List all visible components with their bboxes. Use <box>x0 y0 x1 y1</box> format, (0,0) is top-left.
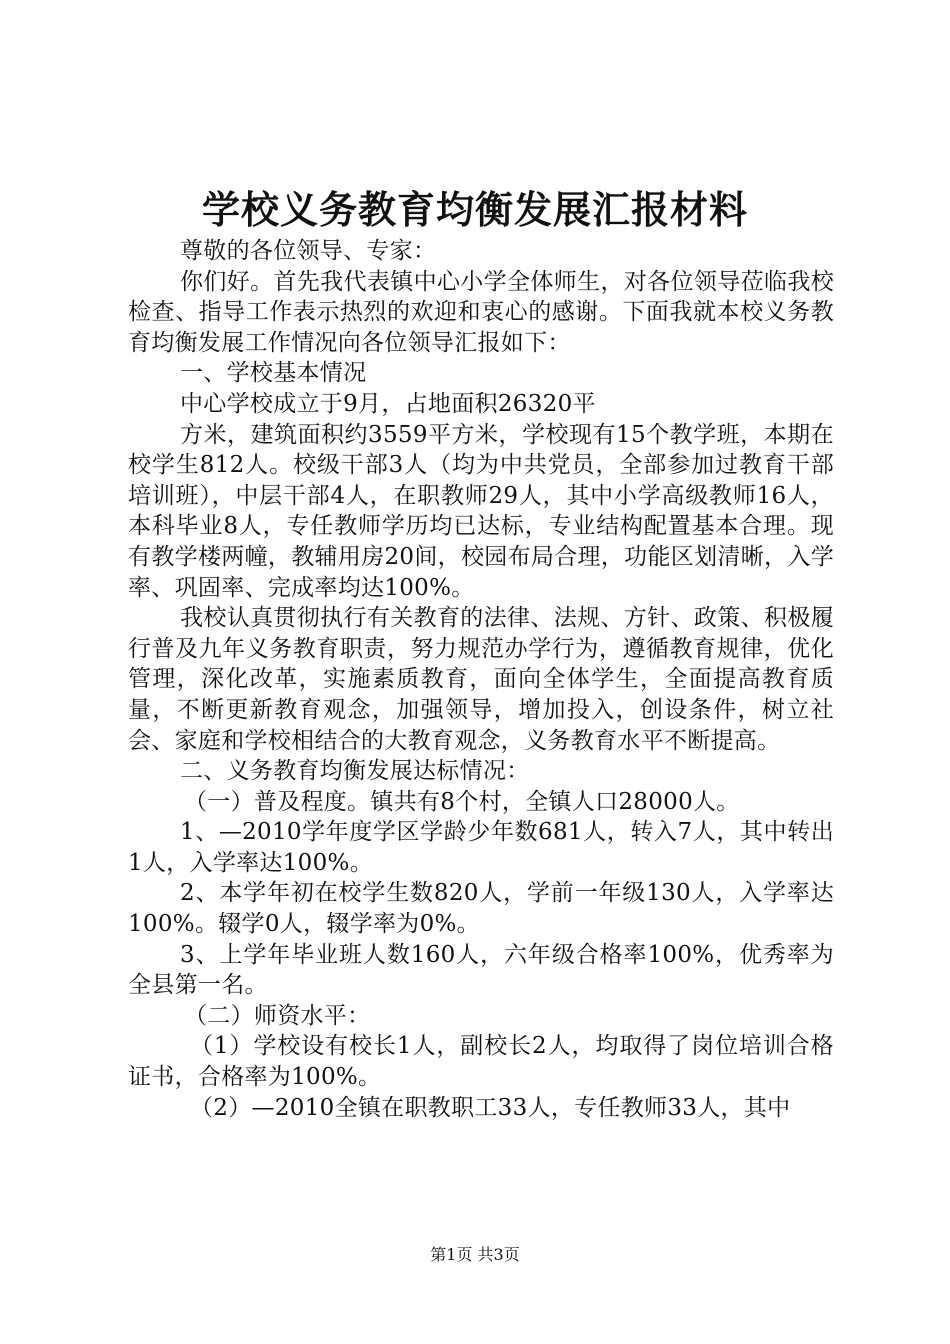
page-footer: 第1页 共3页 <box>430 1245 520 1264</box>
paragraph-policy: 我校认真贯彻执行有关教育的法律、法规、方针、政策、积极履行普及九年义务教育职责，努力规范办学行为，遵循教育规律，优化管理，深化改革，实施素质教育，面向全体学生，全面提高教育质量，不断更新教育观念，加强领导，增加投入，创设条件，树立社会、家庭和学校相结合的大教育观念，义务教育水平不断提高。 <box>128 605 834 754</box>
list-item-2: 2、本学年初在校学生数820人，学前一年级130人，入学率达100%。辍学0人，辍学率为0%。 <box>128 880 834 938</box>
section-heading-1: 一、学校基本情况 <box>180 360 367 387</box>
list-item-3: 3、上学年毕业班人数160人，六年级合格率100%，优秀率为全县第一名。 <box>128 941 834 999</box>
section-heading-2: 二、义务教育均衡发展达标情况： <box>180 758 530 785</box>
document-title: 学校义务教育均衡发展汇报材料 <box>201 188 748 232</box>
paragraph-basic-info-1: 中心学校成立于9月，占地面积26320平 <box>180 390 596 417</box>
salutation: 尊敬的各位领导、专家： <box>180 238 437 264</box>
subsection-heading-1: （一）普及程度。镇共有8个村，全镇人口28000人。 <box>184 788 740 815</box>
list-item-4: （1）学校设有校长1人，副校长2人，均取得了岗位培训合格证书，合格率为100%。 <box>128 1033 834 1091</box>
list-item-5: （2）—2010全镇在职教职工33人，专任教师33人，其中 <box>190 1094 791 1121</box>
document-body <box>128 236 834 1123</box>
paragraph-basic-info-2: 方米，建筑面积约3559平方米，学校现有15个教学班，本期在校学生812人。校级干部3人（均为中共党员，全部参加过教育干部培训班），中层干部4人，在职教师29人，其中小学高级教师16人，本科毕业8人，专任教师学历均已达标，专业结构配置基本合理。现有教学楼两幢，教辅用房20间，校园布局合理，功能区划清晰，入学率、巩固率、完成率均达100%。 <box>128 421 834 601</box>
paragraph-intro: 你们好。首先我代表镇中心小学全体师生，对各位领导莅临我校检查、指导工作表示热烈的欢迎和衷心的感谢。下面我就本校义务教育均衡发展工作情况向各位领导汇报如下： <box>128 268 834 356</box>
list-item-1: 1、—2010学年度学区学龄少年数681人，转入7人，其中转出1人，入学率达100%。 <box>128 819 834 876</box>
subsection-heading-2: （二）师资水平： <box>184 1002 371 1029</box>
